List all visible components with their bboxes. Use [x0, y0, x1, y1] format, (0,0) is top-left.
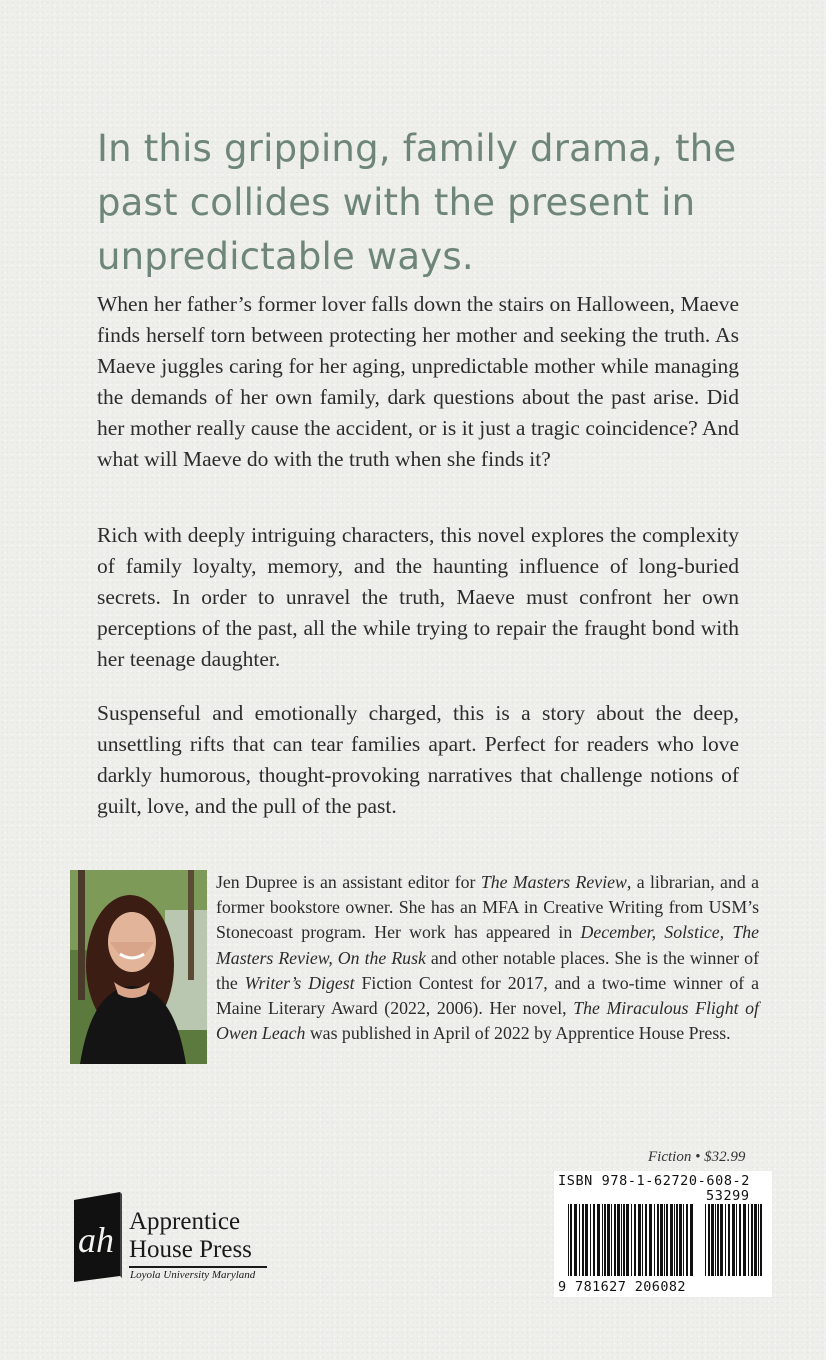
synopsis-paragraph-2: Rich with deeply intriguing characters, this novel explores the complexity of family loyalty, memory, and the haunting influence of long-buried secrets. In order to unravel the truth, Maeve must confront her own perceptions of the past, all the while trying to repair the fraught bond with her teenage daughter. [97, 523, 739, 671]
barcode-bar [754, 1204, 757, 1276]
bio-title: The Masters Review [480, 872, 627, 892]
barcode-digits: 9 781627 206082 [558, 1279, 686, 1295]
barcode-bar [679, 1204, 682, 1276]
barcode-bar [736, 1204, 737, 1276]
isbn-label: ISBN 978-1-62720-608-2 [558, 1173, 751, 1189]
barcode-bar [670, 1204, 673, 1276]
barcode-bar [585, 1204, 588, 1276]
barcode-bar [751, 1204, 753, 1276]
barcode-bar [574, 1204, 577, 1276]
barcode-bar [743, 1204, 746, 1276]
bio-text: Fiction Contest for 2017, and a two-time winner of a Maine Literary Award (2022, 2006). Her novel, [216, 972, 759, 1019]
bio-text: and other notable places. She is the winner of the [216, 947, 759, 993]
barcode-bar [705, 1204, 706, 1276]
barcode-bar [568, 1204, 569, 1276]
barcode-bar [626, 1204, 629, 1276]
barcode-bar [711, 1204, 714, 1276]
author-bio [216, 870, 759, 1046]
barcode-bar [676, 1204, 678, 1276]
barcode-bar [579, 1204, 580, 1276]
barcode-bar [660, 1204, 663, 1276]
barcode-bar [617, 1204, 620, 1276]
synopsis-paragraph-1: When her father’s former lover falls down the stairs on Halloween, Maeve finds herself torn between protecting her mother and seeking the truth. As Maeve juggles caring for her aging, unpredictable mother while managing the demands of her own family, dark questions about the past arise. Did her mother really cause the accident, or is it just a tragic coincidence? And what will Maeve do with the truth when she finds it? [97, 292, 739, 471]
barcode-bar [720, 1204, 723, 1276]
barcode-bar [597, 1204, 600, 1276]
synopsis-paragraph-3: Suspenseful and emotionally charged, this is a story about the deep, unsettling rifts that can tear families apart. Perfect for readers who love darkly humorous, thought-provoking narratives that challenge notions of guilt, love, and the pull of the past. [97, 701, 739, 818]
genre-price: Fiction • $32.99 [648, 1149, 746, 1165]
barcode-bar [642, 1204, 643, 1276]
publisher-logo [72, 1190, 272, 1290]
barcode-bar [602, 1204, 603, 1276]
addon-barcode [705, 1204, 767, 1278]
bio-text: was published in April of 2022 by Apprentice House Press. [305, 1023, 731, 1044]
svg-text:ah: ah [78, 1220, 114, 1260]
barcode-bar [611, 1204, 612, 1276]
barcode-bar [686, 1204, 688, 1276]
barcode-bar [634, 1204, 636, 1276]
barcode-bar [690, 1204, 693, 1276]
bio-title: Writer’s Digest [244, 972, 355, 993]
barcode-bar [739, 1204, 741, 1276]
barcode-bar [631, 1204, 632, 1276]
barcode-bar [614, 1204, 616, 1276]
barcode-bar [638, 1204, 641, 1276]
barcode-bar [715, 1204, 716, 1276]
barcode-bar [649, 1204, 652, 1276]
barcode-bar [590, 1204, 591, 1276]
publisher-name-line2: House Press [129, 1236, 252, 1263]
barcode-bar [666, 1204, 668, 1276]
headline: In this gripping, family drama, the past collides with the present in unpredictable ways. [97, 127, 737, 278]
barcode-bar [760, 1204, 762, 1276]
publisher-affiliation: Loyola University Maryland [130, 1269, 256, 1281]
bio-title: December, Solstice, The Masters Review, On the Rusk [216, 922, 759, 968]
barcode-bar [621, 1204, 622, 1276]
barcode-bar [607, 1204, 610, 1276]
barcode-bar [708, 1204, 710, 1276]
publisher-name-line1: Apprentice [129, 1208, 241, 1235]
barcode-bar [654, 1204, 655, 1276]
book-monogram-icon [72, 1190, 124, 1282]
publisher-divider [129, 1266, 267, 1268]
barcode-bar [664, 1204, 665, 1276]
barcode-bar [717, 1204, 719, 1276]
bio-text: Jen Dupree is an assistant editor for [216, 872, 481, 892]
author-photo [70, 870, 207, 1064]
barcode-bar [582, 1204, 584, 1276]
barcode-bar [593, 1204, 595, 1276]
barcode-bar [732, 1204, 735, 1276]
barcode-bar [604, 1204, 606, 1276]
barcode-bar [758, 1204, 759, 1276]
barcode-bar [748, 1204, 749, 1276]
barcode-bar [725, 1204, 726, 1276]
bio-title: The Miraculous Flight of Owen Leach [216, 998, 759, 1044]
barcode-bar [623, 1204, 625, 1276]
barcode-bar [728, 1204, 730, 1276]
barcode-bar [674, 1204, 675, 1276]
ean-barcode [568, 1204, 698, 1278]
author-portrait-image [70, 870, 207, 1064]
bio-text: , a librarian, and a former bookstore owner. She has an MFA in Creative Writing from USM’s Stonecoast program. Her work has appeared in [216, 872, 759, 943]
price-code: 53299 [706, 1188, 750, 1204]
barcode-bar [657, 1204, 659, 1276]
barcode-bar [645, 1204, 647, 1276]
barcode-bar [570, 1204, 572, 1276]
barcode-bar [683, 1204, 684, 1276]
